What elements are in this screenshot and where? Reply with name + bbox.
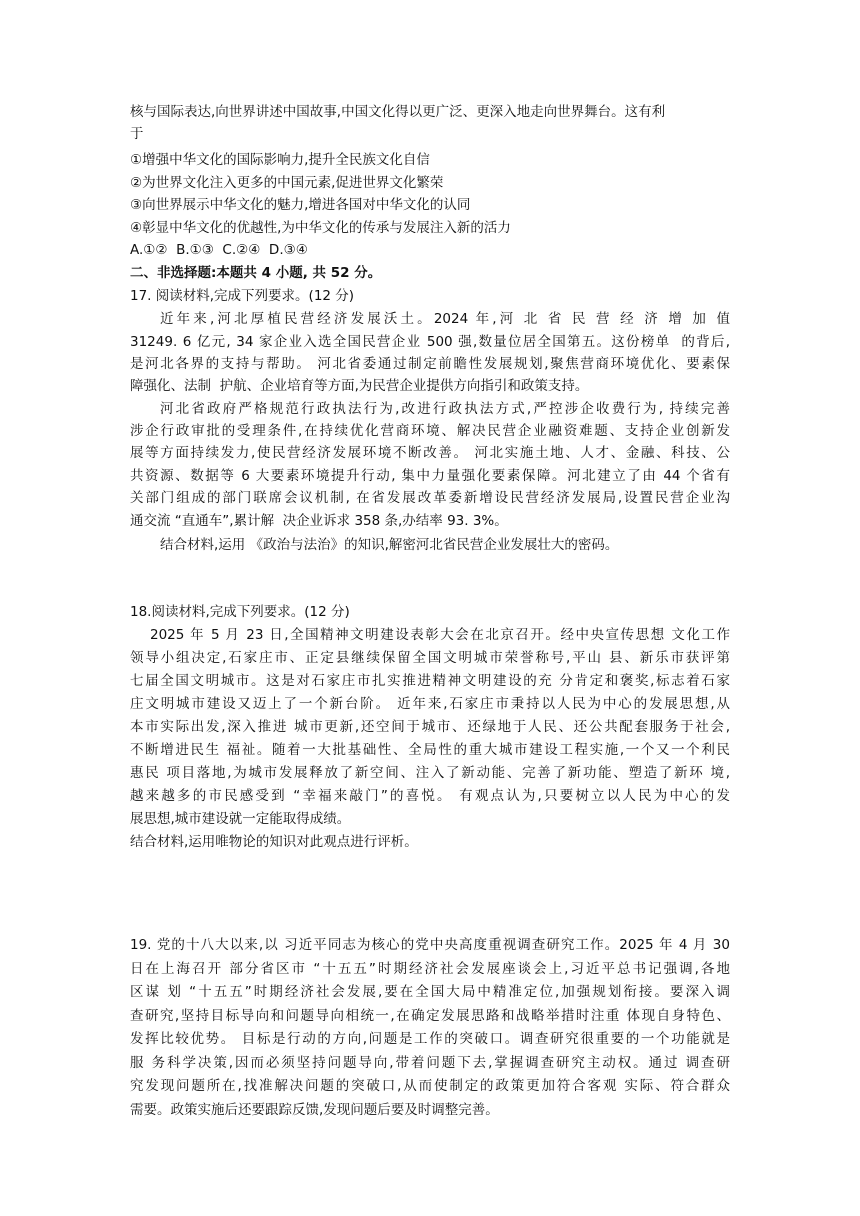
q19-line: 究发现问题所在,找准解决问题的突破口,从而使制定的政策更加符合客观 实际、符合群众 (130, 1078, 730, 1094)
q18-line: 2025 年 5 月 23 日,全国精神文明建设表彰大会在北京召开。经中央宣传思想 文化工作 (150, 627, 730, 643)
q17-line: 关部门组成的部门联席会议机制, 在省发展改革委新增设民营经济发展局,设置民营企业沟 (130, 490, 730, 506)
q18-question: 结合材料,运用唯物论的知识对此观点进行评析。 (130, 834, 418, 850)
q18-line: 领导小组决定,石家庄市、正定县继续保留全国文明城市荣誉称号,平山 县、新乐市获评第 (130, 650, 730, 666)
q16-stem-line: 于 (130, 126, 144, 142)
q17-line: 展等方面持续发力,使民营经济发展环境不断改善。 河北实施土地、人才、金融、科技、公 (130, 445, 730, 461)
q17-line: 是河北各界的支持与帮助。 河北省委通过制定前瞻性发展规划,聚焦营商环境优化、要素保 (130, 356, 730, 372)
q17-line: 共资源、数据等 6 大要素环境提升行动, 集中力量强化要素保障。河北建立了由 44 个省有 (130, 468, 730, 484)
q19-line: 日在上海召开 部分省区市 “十五五”时期经济社会发展座谈会上,习近平总书记强调,各地 (130, 961, 730, 977)
q19-line: 需要。政策实施后还要跟踪反馈,发现问题后要及时调整完善。 (130, 1102, 499, 1118)
q17-line: 涉企行政审批的受理条件,在持续优化营商环境、解决民营企业融资难题、支持企业创新发 (130, 423, 730, 439)
q17-line: 近年来,河北厚植民营经济发展沃土。2024 年,河 北 省 民 营 经 济 增 加 值 (160, 311, 730, 327)
q18-line: 本市实际出发,深入推进 城市更新,还空间于城市、还绿地于人民、还公共配套服务于社会, (130, 719, 730, 735)
q17-line: 31249. 6 亿元, 34 家企业入选全国民营企业 500 强,数量位居全国第五。这份榜单 的背后, (130, 334, 730, 350)
q19-line: 区谋 划 “十五五”时期经济社会发展,要在全国大局中精准定位,加强规划衔接。要深入调 (130, 984, 730, 1000)
q17-question: 结合材料,运用 《政治与法治》的知识,解密河北省民营企业发展壮大的密码。 (160, 537, 619, 553)
q16-option: ③向世界展示中华文化的魅力,增进各国对中华文化的认同 (130, 197, 471, 213)
q19-line: 19. 党的十八大以来,以 习近平同志为核心的党中央高度重视调查研究工作。2025 年 4 月 30 (130, 937, 730, 953)
section-heading: 二、非选择题:本题共 4 小题, 共 52 分。 (130, 265, 382, 281)
q18-line: 不断增进民生 福祉。随着一大批基础性、全局性的重大城市建设工程实施,一个又一个利民 (130, 742, 730, 758)
q17-line: 通交流 “直通车”,累计解 决企业诉求 358 条,办结率 93. 3%。 (130, 513, 508, 529)
q16-option: ①增强中华文化的国际影响力,提升全民族文化自信 (130, 152, 430, 168)
q17-line: 河北省政府严格规范行政执法行为,改进行政执法方式,严控涉企收费行为, 持续完善 (160, 401, 730, 417)
q19-line: 查研究,坚持目标导向和问题导向相统一,在确定发展思路和战略举措时注重 体现自身特色、 (130, 1008, 730, 1024)
q18-line: 庄文明城市建设又迈上了一个新台阶。 近年来,石家庄市秉持以人民为中心的发展思想,从 (130, 696, 730, 712)
q16-option: ④彰显中华文化的优越性,为中华文化的传承与发展注入新的活力 (130, 220, 511, 236)
q17-line: 障强化、法制 护航、企业培育等方面,为民营企业提供方向指引和政策支持。 (130, 378, 589, 394)
q16-stem-line: 核与国际表达,向世界讲述中国故事,中国文化得以更广泛、更深入地走向世界舞台。这有利 (130, 104, 666, 120)
q16-choices: A.①② B.①③ C.②④ D.③④ (130, 242, 308, 258)
q19-line: 发挥比较优势。 目标是行动的方向,问题是工作的突破口。调查研究很重要的一个功能就是 (130, 1031, 730, 1047)
q18-line: 展思想,城市建设就一定能取得成绩。 (130, 811, 351, 827)
q18-title: 18.阅读材料,完成下列要求。(12 分) (130, 604, 350, 620)
q18-line: 越来越多的市民感受到 “幸福来敲门”的喜悦。 有观点认为,只要树立以人民为中心的发 (130, 788, 730, 804)
q17-title: 17. 阅读材料,完成下列要求。(12 分) (130, 288, 355, 304)
q18-line: 七届全国文明城市。这是对石家庄市扎实推进精神文明建设的充 分肯定和褒奖,标志着石家 (130, 673, 730, 689)
q19-line: 服 务科学决策,因而必须坚持问题导向,带着问题下去,掌握调查研究主动权。通过 调查研 (130, 1055, 730, 1071)
q16-option: ②为世界文化注入更多的中国元素,促进世界文化繁荣 (130, 175, 444, 191)
q18-line: 惠民 项目落地,为城市发展释放了新空间、注入了新动能、完善了新功能、塑造了新环 境, (130, 765, 730, 781)
